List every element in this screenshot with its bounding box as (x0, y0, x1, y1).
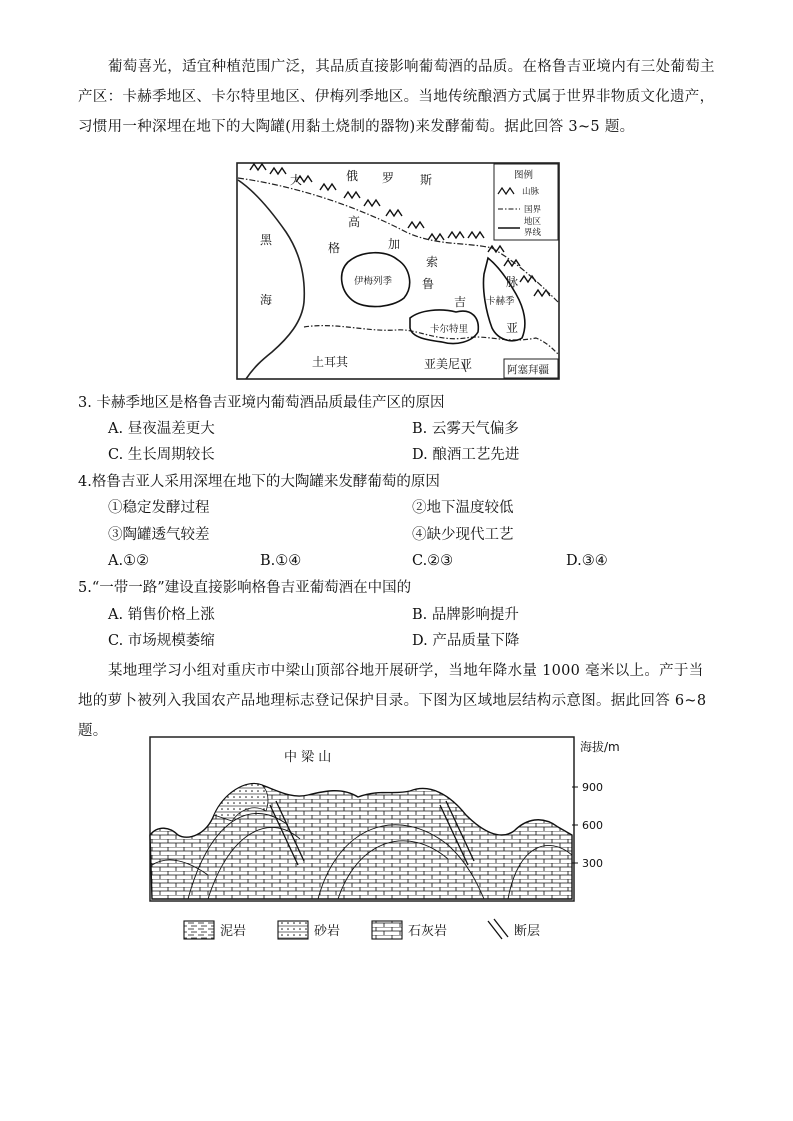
tick-300: 300 (582, 857, 603, 870)
elevation-axis-label: 海拔/m (580, 740, 620, 754)
legend-sandstone: 砂岩 (314, 924, 341, 939)
range-label-1: 大 (290, 173, 303, 187)
georgia-map (236, 162, 560, 380)
question-3-option-d: D. 酿酒工艺先进 (412, 447, 520, 463)
stratum-section-svg (148, 735, 628, 957)
legend-mudstone: 泥岩 (220, 924, 247, 939)
intro-paragraph-1: 葡萄喜光，适宜种植范围广泛，其品质直接影响葡萄酒的品质。在格鲁吉亚境内有三处葡萄主产区：卡赫季地区、卡尔特里地区、伊梅列季地区。当地传统酿酒方式属于世界非物质文化遗产，习惯用一种深埋在地下的大陶罐(用黏土烧制的器物)来发酵葡萄。据此回答 3~5 题。 (78, 59, 715, 135)
black-sea-label-2: 海 (260, 293, 273, 307)
legend-region-label-2: 界线 (524, 228, 542, 238)
section-legend (184, 919, 540, 939)
range-char-mai: 脉 (506, 275, 519, 289)
russia-label-3: 斯 (420, 173, 433, 187)
turkey-label: 土耳其 (312, 355, 349, 369)
question-5-option-c: C. 市场规模萎缩 (108, 633, 215, 649)
armenia-label: 亚美尼亚 (424, 357, 473, 371)
question-4-option-c: C.②③ (412, 553, 454, 569)
range-label-2: 高 (348, 215, 361, 229)
kartli-label: 卡尔特里 (430, 324, 469, 335)
sandstone-legend-icon (278, 921, 308, 939)
question-4-statement-4: ④缺少现代工艺 (412, 527, 514, 543)
section-title: 中 梁 山 (284, 750, 332, 765)
question-5-option-d: D. 产品质量下降 (412, 633, 520, 649)
question-4-option-a: A.①② (108, 553, 150, 569)
kakheti-label: 卡赫季 (486, 296, 515, 307)
question-4-statement-1: ①稳定发酵过程 (108, 500, 210, 516)
question-4-option-b: B.①④ (260, 553, 302, 569)
tick-900: 900 (582, 781, 603, 794)
georgia-label-4: 亚 (506, 321, 519, 335)
legend-region-label-1: 地区 (524, 217, 542, 227)
black-sea-label-1: 黑 (260, 233, 273, 247)
question-3-stem: 3. 卡赫季地区是格鲁吉亚境内葡萄酒品质最佳产区的原因 (78, 395, 445, 411)
legend-limestone: 石灰岩 (408, 924, 448, 939)
legend-title: 图例 (514, 170, 534, 181)
range-label-3: 加 (388, 237, 401, 251)
question-5-option-a: A. 销售价格上涨 (108, 607, 215, 623)
tick-600: 600 (582, 819, 603, 832)
question-3-option-c: C. 生长周期较长 (108, 447, 215, 463)
georgia-label-3: 吉 (454, 295, 467, 309)
question-4-stem: 4.格鲁吉亚人采用深埋在地下的大陶罐来发酵葡萄的原因 (78, 474, 440, 490)
stratum-section-diagram (148, 735, 628, 957)
georgia-map-svg (236, 162, 560, 380)
limestone-legend-icon (372, 921, 402, 939)
azerbaijan-label: 阿塞拜疆 (507, 364, 549, 376)
russia-label-1: 俄 (346, 169, 359, 183)
question-5-option-b: B. 品牌影响提升 (412, 607, 519, 623)
question-4-statement-3: ③陶罐透气较差 (108, 527, 210, 543)
imereti-label: 伊梅列季 (354, 276, 393, 287)
range-label-4: 索 (426, 255, 439, 269)
legend-border-label: 国界 (524, 205, 542, 215)
mudstone-legend-icon (184, 921, 214, 939)
fault-legend-icon (488, 919, 508, 939)
intro-paragraph-2: 某地理学习小组对重庆市中梁山顶部谷地开展研学，当地年降水量 1000 毫米以上。产于当地的萝卜被列入我国农产品地理标志登记保护目录。下图为区域地层结构示意图。据此回答 6~8 题。 (78, 663, 707, 739)
question-3-option-b: B. 云雾天气偏多 (412, 421, 519, 437)
georgia-label-2: 鲁 (422, 277, 435, 291)
question-5-stem: 5.“一带一路”建设直接影响格鲁吉亚葡萄酒在中国的 (78, 580, 412, 596)
legend-mountain-label: 山脉 (522, 187, 540, 197)
question-4-option-d: D.③④ (566, 553, 608, 569)
georgia-label-1: 格 (328, 241, 341, 255)
question-4-statement-2: ②地下温度较低 (412, 500, 514, 516)
question-3-option-a: A. 昼夜温差更大 (108, 421, 215, 437)
russia-label-2: 罗 (382, 171, 395, 185)
map-legend (494, 164, 558, 240)
legend-fault: 断层 (514, 924, 541, 939)
